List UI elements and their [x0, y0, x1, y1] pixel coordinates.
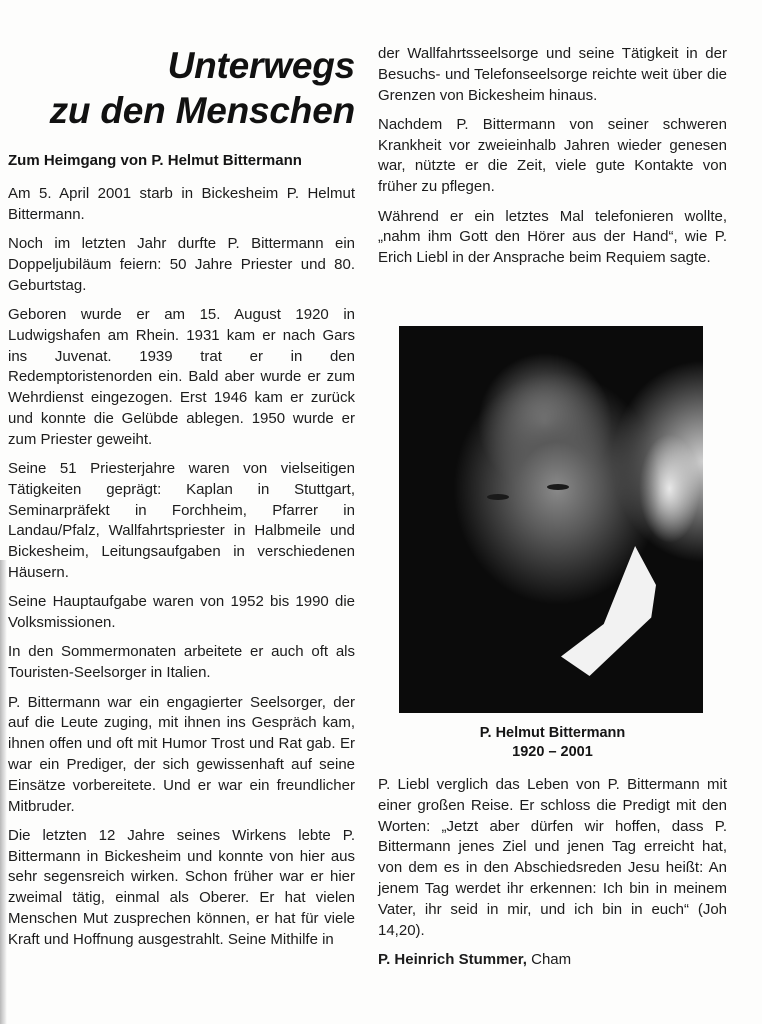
paragraph: P. Liebl verglich das Leben von P. Bittermann mit einer großen Reise. Er schloss die Predigt mit den Worten: „Jetzt aber dürfen wir hoffen, dass P. Bittermann jenes Ziel und jenen Tag erreicht hat, von dem es in den Abschiedsreden Jesu heißt: An jenem Tag werdet ihr erkennen: Ich bin in meinem Vater, ihr seid in mir, und ich bin in euch“ (Joh 14,20). [378, 776, 727, 939]
paragraph: Noch im letzten Jahr durfte P. Bittermann ein Doppeljubiläum feiern: 50 Jahre Priester und 80. Geburtstag. [8, 235, 355, 294]
title-line-2: zu den Menschen [49, 90, 355, 131]
paragraph: Geboren wurde er am 15. August 1920 in Ludwigshafen am Rhein. 1931 kam er nach Gars ins Juvenat. 1939 trat er in den Redemptoristenorden ein. Bald aber wurde er zum Wehrdienst eingezogen. Erst 1946 kam er zurück und konnte die Gelübde ablegen. 1950 wurde er zum Priester geweiht. [8, 305, 355, 448]
caption-years: 1920 – 2001 [512, 744, 593, 760]
signature-place: Cham [526, 951, 572, 969]
photo-detail-eye [547, 484, 569, 490]
article-title [50, 43, 355, 133]
paragraph: Nachdem P. Bittermann von seiner schweren Krankheit vor zweieinhalb Jahren wieder genesen war, nützte er die Zeit, viele gute Kontakte von früher zu pflegen. [378, 115, 727, 196]
paragraph: Die letzten 12 Jahre seines Wirkens lebte P. Bittermann in Bickesheim und konnte von hier aus sehr segensreich wirken. Schon früher war er hier zweimal tätig, einmal als Oberer. Er hat vielen Menschen Mut zusprechen können, er hat für viele Kraft und Hoffnung ausgestrahlt. Seine Mithilfe in [8, 826, 355, 948]
photo-detail-eye [487, 494, 509, 500]
paragraph: Seine Hauptaufgabe waren von 1952 bis 1990 die Volksmissionen. [8, 593, 355, 632]
signature [378, 950, 727, 970]
paragraph: Seine 51 Priesterjahre waren von vielseitigen Tätigkeiten geprägt: Kaplan in Stuttgart, Seminarpräfekt in Forchheim, Pfarrer in Landau/Pfalz, Wallfahrtspriester in Halbmeile und Bickesheim, Leitungsaufgaben in verschiedenen Häusern. [8, 460, 355, 582]
paragraph: In den Sommermonaten arbeitete er auch oft als Touristen-Seelsorger in Italien. [8, 643, 355, 682]
right-bottom-body [378, 775, 727, 970]
right-top-body [378, 44, 727, 277]
scan-edge-shadow [0, 560, 7, 1024]
photo-detail-collar [561, 546, 656, 676]
title-line-1: Unterwegs [167, 45, 355, 86]
paragraph: Am 5. April 2001 starb in Bickesheim P. Helmut Bittermann. [8, 185, 355, 223]
paragraph: der Wallfahrtsseelsorge und seine Tätigkeit in der Besuchs- und Telefonseelsorge reichte weit über die Grenzen von Bickesheim hinaus. [378, 45, 727, 104]
caption-name: P. Helmut Bittermann [479, 725, 626, 741]
signature-author: P. Heinrich Stummer, [378, 951, 527, 969]
portrait-photo [399, 326, 703, 713]
article-subtitle: Zum Heimgang von P. Helmut Bittermann [8, 152, 302, 169]
paragraph: Während er ein letztes Mal telefonieren wollte, „nahm ihm Gott den Hörer aus der Hand“, wie P. Erich Liebl in der Ansprache beim Requiem sagte. [378, 207, 727, 267]
left-body [8, 184, 355, 959]
photo-caption [378, 724, 727, 762]
paragraph: P. Bittermann war ein engagierter Seelsorger, der auf die Leute zuging, mit ihnen ins Gespräch kam, ihnen offen und oft mit Humor Trost und Rat gab. Er war ein Prediger, der sich gewissenhaft auf seine Einsätze vorbereitete. Und er war ein freundlicher Mitbruder. [8, 693, 355, 815]
